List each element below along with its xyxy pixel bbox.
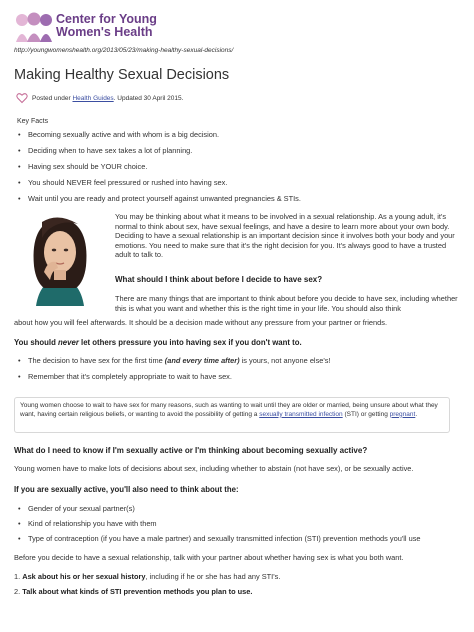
decision-text: The decision to have sex for the first time — [28, 356, 165, 365]
pregnant-link[interactable]: pregnant — [389, 410, 416, 418]
callout-end: . — [415, 410, 418, 418]
reasons-to-wait-callout — [14, 397, 450, 433]
decision-list — [18, 356, 458, 388]
posted-under-label: Posted under — [32, 94, 71, 102]
page-title: Making Healthy Sexual Decisions — [14, 67, 230, 83]
paragraph-things-to-think-about: There are many things that are important to think about before you decide to have sex, including whether this is what you want and whether this is the right time in your life. You should also think — [115, 294, 458, 313]
list-item — [14, 572, 459, 581]
partner-talk-steps — [14, 572, 459, 602]
heart-icon — [16, 92, 28, 104]
active-considerations-heading: If you are sexually active, you'll also need to think about the: — [14, 485, 239, 494]
list-item: • Becoming sexually active and with whom is a big decision. — [18, 130, 458, 139]
thinking-girl-photo — [14, 208, 106, 306]
category-link[interactable]: Health Guides — [72, 94, 114, 102]
active-considerations-list — [18, 504, 458, 549]
logo-text — [56, 13, 157, 39]
sti-link[interactable]: sexually transmitted infection — [259, 410, 343, 418]
step-number: 2. — [14, 587, 21, 596]
key-facts-heading: Key Facts — [17, 118, 49, 125]
updated-date: . Updated 30 April 2015. — [113, 94, 184, 102]
never-post: let others pressure you into having sex if you don't want to. — [78, 338, 302, 347]
step-bold: Ask about his or her sexual history — [22, 572, 146, 581]
step-rest: , including if he or she has had any STI's. — [145, 572, 281, 581]
decision-text-end: is yours, not anyone else's! — [239, 356, 331, 365]
paragraph-decisions: Young women have to make lots of decisions about sex, including whether to abstain (not have sex), or be sexually active. — [14, 464, 414, 473]
list-item: • Deciding when to have sex takes a lot of planning. — [18, 146, 458, 155]
intro-paragraph: You may be thinking about what it means to be involved in a sexual relationship. As a young adult, it's normal to think about sex, have sexual feelings, and have a desire to learn more about your own body. Deciding to have a sexual relationship is an important decision since it involves both your body and your emotions. You need to make sure that it's the right decision for you. It's always good to have a trusted adult to talk to. — [115, 212, 455, 260]
list-item: • Having sex should be YOUR choice. — [18, 162, 458, 171]
callout-mid: (STI) or getting — [342, 410, 390, 418]
never-pressure-statement — [14, 338, 302, 347]
list-item: • You should NEVER feel pressured or rushed into having sex. — [18, 178, 458, 187]
list-item: • Wait until you are ready and protect yourself against unwanted pregnancies & STIs. — [18, 194, 458, 203]
list-item: • Kind of relationship you have with them — [18, 519, 458, 528]
paragraph-how-you-feel: about how you will feel afterwards. It should be a decision made without any pressure from your partner or friends. — [14, 318, 388, 327]
step-number: 1. — [14, 572, 21, 581]
logo-line-2: Women's Health — [56, 25, 153, 39]
never-emphasis: never — [58, 338, 79, 347]
women-figures-icon — [14, 12, 54, 44]
paragraph-talk-with-partner: Before you decide to have a sexual relationship, talk with your partner about whether having sex is what you both want. — [14, 553, 404, 562]
decision-emphasis: (and every time after) — [164, 356, 240, 365]
list-item: • Type of contraception (if you have a male partner) and sexually transmitted infection (STI) prevention methods you'll use — [18, 534, 458, 543]
list-item: • Gender of your sexual partner(s) — [18, 504, 458, 513]
post-meta — [16, 92, 183, 104]
page-url: http://youngwomenshealth.org/2013/05/23/making-healthy-sexual-decisions/ — [14, 47, 234, 54]
callout-text: Young women choose to wait to have sex for many reasons, such as wanting to wait until they are older or married, being unsure about what they want, having certain religious beliefs, or wanting to avoid the possibility of getting a — [20, 402, 438, 418]
never-pre: You should — [14, 338, 59, 347]
site-logo[interactable] — [14, 10, 174, 46]
list-item — [18, 356, 458, 365]
section-heading-before-sex: What should I think about before I decide to have sex? — [115, 275, 323, 284]
section-heading-sexually-active: What do I need to know if I'm sexually active or I'm thinking about becoming sexually active? — [14, 446, 368, 455]
logo-line-1: Center for Young — [56, 12, 157, 26]
list-item — [14, 587, 459, 596]
step-bold: Talk about what kinds of STI prevention methods you plan to use. — [22, 587, 253, 596]
key-facts-list — [18, 130, 458, 210]
list-item: • Remember that it's completely appropriate to wait to have sex. — [18, 372, 458, 381]
